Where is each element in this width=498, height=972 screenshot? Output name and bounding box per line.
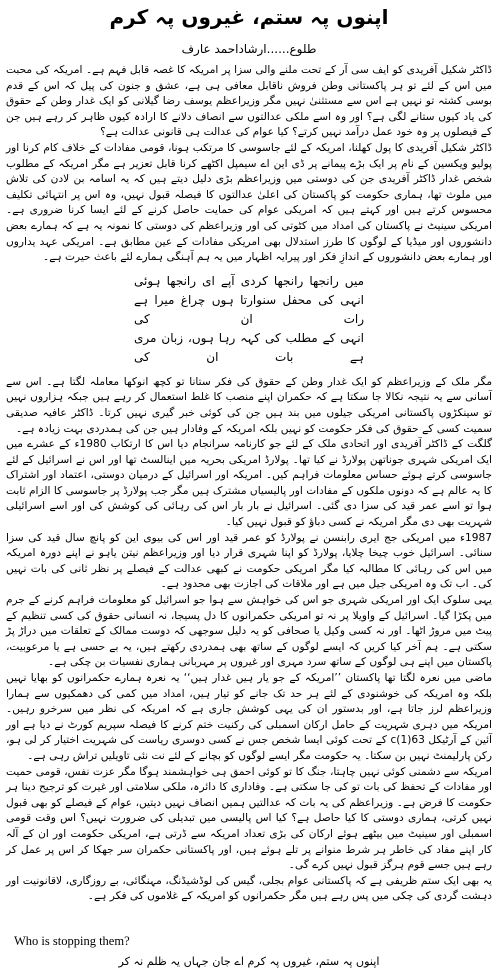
closing-line: اپنوں پہ ستم، غیروں پہ کرم اے جان جہاں یہ ظلم نہ کر [118, 955, 380, 968]
closing-verse [0, 955, 498, 968]
article-paragraph: ڈاکٹر شکیل آفریدی کو ایف سی آر کے تحت ملنے والی سزا پر امریکہ کا غصہ قابل فہم ہے۔ امریکہ کی محبت میں اس کے لئے تو ہر پاکستانی وطن فروش ناقابل معافی ہی ہے، عشق و جنون کی پیل کہ اس کے قدم بوسی کشتہ تو نہیں ہے اس سے مستثنیٰ نہیں مگر وزیراعظم یوسف رضا گیلانی کو ایک غدار وطن کے حقوق کی یاد کیوں ستانے لگی ہے؟ اور وہ اسے ملکی عدالتوں سے انصاف دلانے کا ارادہ کیوں ظاہر کر رہے ہیں جن کے فیصلوں پر وہ خود عمل درآمد نہیں کرتے؟ کیا عوام کی عدالت ہی قانونی عدالت ہے؟ [6, 64, 492, 139]
article-paragraph: مگر ملک کے وزیراعظم کو ایک غدار وطن کے حقوق کی فکر ستانا تو کچھ انوکھا معاملہ لگتا ہے۔ اس سے آسانی سے یہ نتیجہ نکالا جا سکتا ہے کہ حکمران اپنے منصب کا غلط استعمال کر رہے ہیں جبکہ ہزاروں نہیں تو سینکڑوں پاکستانی امریکی جیلوں میں بند ہیں جن کی کوئی خبر گیری نہیں کرتا۔ ڈاکٹر عافیہ صدیقی سمیت کسی کے حقوق کی فکر حکومت کو نہیں بلکہ امریکہ کے وفادار ہیں جن کی ہمدردی بہت زیادہ ہے۔ [6, 375, 492, 435]
column-title: اپنوں پہ ستم، غیروں پہ کرم [109, 5, 389, 29]
article-paragraph: یہ بھی ایک ستم ظریفی ہے کہ پاکستانی عوام بجلی، گیس کی لوڈشیڈنگ، مہنگائی، بے روزگاری، لاقانونیت اور دہشت گردی کی چکی میں پس رہے ہیں مگر حکمرانوں کو امریکہ کے غلاموں کی فکر ہے۔ [6, 874, 492, 903]
article-paragraph: ماضی میں نعرہ لگتا تھا پاکستان ’’امریکہ کے جو یار ہیں غدار ہیں‘‘ یہ نعرہ ہمارے حکمرانوں کو بھایا نہیں بلکہ وہ امریکہ کی خوشنودی کے لئے ہر حد تک جانے کو تیار ہیں، امداد میں کمی کی دھمکیوں سے ہمارا وزیراعظم لرز جاتا ہے، اور بدستور ان کی یہی کوشش جاری ہے کہ امریکہ کی نظر میں سرخرو رہیں۔ امریکہ میں دہری شہریت کے حامل ارکان اسمبلی کی رکنیت ختم کرنے کا فیصلہ سپریم کورٹ نے دیا ہے اور آئین کے آرٹیکل 63(1)c کے تحت کوئی ایسا شخص جس نے کسی دوسری ریاست کی شہریت اختیار کر لی ہو، رکن پارلیمنٹ نہیں بن سکتا۔ یہ حکومت مگر ایسے لوگوں کو بچانے کے لئے نت نئی تاویلیں تراش رہی ہے۔ [6, 672, 492, 762]
poem-line: میں رانجھا رانجھا کردی آپے ای رانجھا ہوئی [134, 273, 364, 288]
article-paragraph: امریکہ سے دشمنی کوئی نہیں چاہتا، جنگ کا تو کوئی احمق ہی خواہشمند ہوگا مگر عزت نفس، قومی حمیت اور مفادات کے تحفظ کی بات تو کی جا سکتی ہے۔ وفاداری کا دائرہ، ملکی سلامتی اور غیرت کو ترجیح دینا ہر حکومت کا فرض ہے۔ وزیراعظم کی یہ بات کہ عدالتیں ہمیں انصاف نہیں دیتیں، عوام کے فیصلے کو بھی قبول نہیں کرتی، ہماری دوستی کا کیا حاصل ہے؟ کیا اس پالیسی میں تبدیلی کی ضرورت نہیں؟ اس وقت قومی اسمبلی اور سینیٹ میں بیٹھے ہوئے ارکان کی بڑی تعداد امریکہ سے ڈرتی ہے، امریکی حکومت اور ان کے آلہ کار اپنے مفاد کی خاطر ہر شرط منوانے پر تلے ہوئے ہیں، اور پاکستانی حکمران سر جھکا کر اس پر عمل کر رہے ہیں جسے قوم ہرگز قبول نہیں کرے گی۔ [6, 765, 492, 872]
article-paragraph: گلگت کے ڈاکٹر آفریدی اور اتحادی ملک کے لئے جو کارنامہ سرانجام دیا اس کا ارتکاب 1980ء کے عشرے میں ایک امریکی شہری جوناتھن پولارڈ نے کیا تھا۔ پولارڈ امریکی بحریہ میں اینالسٹ تھا اور اس نے اسرائیل کے لئے جاسوسی کرتے ہوئے حساس معلومات فراہم کیں۔ امریکہ اور اسرائیل کے درمیان دوستی، اعتماد اور اشتراک کا یہ عالم ہے کہ دونوں ملکوں کے مفادات اور پالیسیاں مشترک ہیں مگر جب پولارڈ پر جاسوسی کا الزام ثابت ہوا تو اسے عمر قید کی سزا دی گئی۔ اسرائیل نے بار بار اس کی رہائی کی کوشش کی اور اسے اسرائیلی شہریت بھی دی مگر امریکہ نے کسی دباؤ کو قبول نہیں کیا۔ [6, 438, 492, 529]
article-paragraph: ڈاکٹر شکیل آفریدی کا پول کھلنا، امریکہ کے لئے جاسوسی کا مرتکب ہونا، قومی مفادات کے خلاف کام کرنا اور پولیو ویکسین کے نام پر ایک بڑے پیمانے پر ڈی این اے سیمپل اکٹھے کرنا قابل تعزیر ہے مگر امریکہ کے مطلوب شخص غدار ڈاکٹر آفریدی جن کی دوستی میں وزیراعظم بڑی دلیل دیتے ہیں کہ یہ اسامہ بن لادن کی تلاش میں ملوث تھا، ہماری حکومت کو پاکستان کی اعلیٰ عدالتوں کا فیصلہ قبول نہیں، وہ اس پر انتہائی تکلیف محسوس کرتے ہیں اور کہتے ہیں کہ امریکی عوام کی حمایت حاصل کرنے کے لئے ایسا کرنا ضروری ہے۔ امریکی سینیٹ نے پاکستان کی امداد میں کٹوتی کی اور وزیراعظم کی دوستی کا نمونہ یہ ہے کہ ہمارے بعض دانشوروں اور میڈیا کے لوگوں کا طرز استدلال بھی امریکی مفادات کے عین مطابق ہے۔ امریکی عہد یداروں اور ہمارے بعض دانشوروں کے اندازِ فکر اور پیرایہ اظہار میں یہ ہم آہنگی ہمارے لئے باعث حیرت ہے۔ [6, 141, 492, 264]
poem-line: انہی کی محفل سنوارتا ہوں چراغ میرا ہے رات ان کی [134, 292, 364, 326]
poem-line: انہی کے مطلب کی کہہ رہا ہوں، زبان مری ہے بات ان کی [134, 330, 364, 364]
poem-block [134, 272, 364, 367]
article-paragraph: یہی سلوک ایک اور امریکی شہری جو اس کی خواہش سے ہوا جو اسرائیل کو معلومات فراہم کرنے کے جرم میں پکڑا گیا۔ اسرائیل کے واویلا پر نہ تو امریکی حکمرانوں کا دل پسیجا، نہ انسانی حقوق کی کسی تنظیم کے پیٹ میں مروڑ اٹھا۔ اور نہ کسی وکیل یا صحافی کو یہ دلیل سوجھی کہ دوست ممالک کے تعلقات میں دراڑ پڑ سکتی ہے۔ ہم آخر کیا کریں کہ ایسے لوگوں کے ساتھ بھی ہمدردی رکھتے ہیں، یہ بے حسی ہے یا مرعوبیت، پاکستان میں اپنے ہی لوگوں کے ساتھ سرد مہری اور غیروں پر مہربانی ہماری نفسیات بن چکی ہے۔ [6, 594, 492, 669]
column-byline: طلوع......ارشاداحمد عارف [181, 42, 317, 56]
english-quote: Who is stopping them? [14, 934, 130, 948]
article-paragraph: 1987ء میں امریکی جج ایری رابنسن نے پولارڈ کو عمر قید اور اس کی بیوی این کو پانچ سال قید کی سزا سنائی۔ اسرائیل خوب چیخا چلایا، پولارڈ کو اپنا شہری قرار دیا اور وزیراعظم نیتن یاہو نے اپنے دورہ امریکہ میں اس کی رہائی کا مطالبہ کیا مگر امریکی حکومت نے کبھی عدالت کے فیصلے پر نظر ثانی کی بات نہیں کی۔ اب تک وہ امریکی جیل میں ہے اور ملاقات کی اجازت بھی محدود ہے۔ [6, 531, 492, 591]
